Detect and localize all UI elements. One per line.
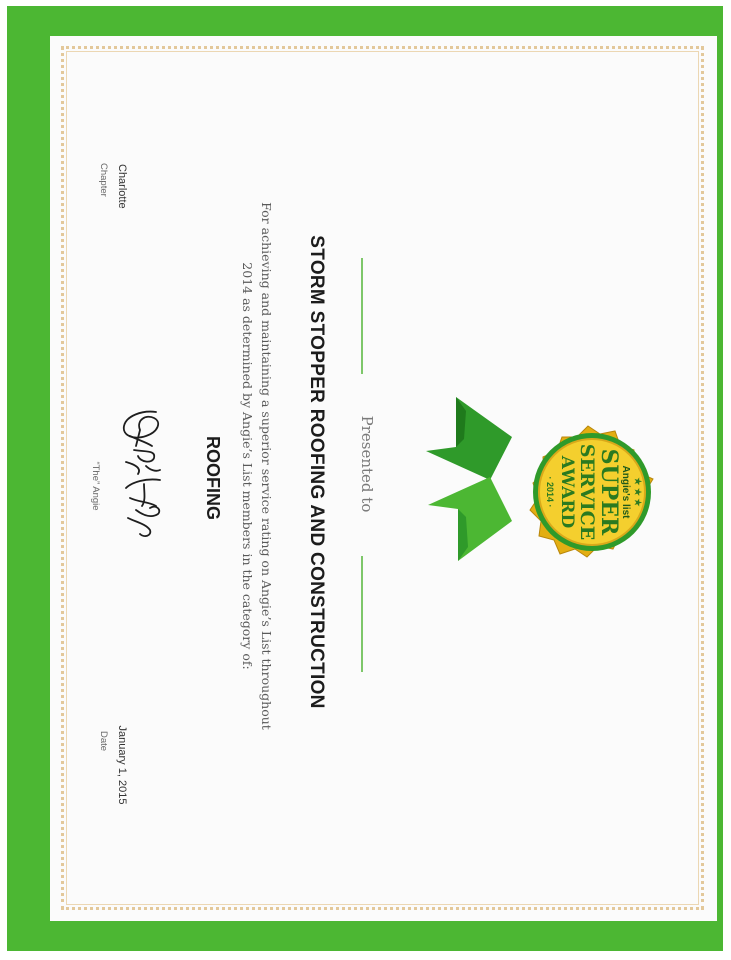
divider-line-bottom — [361, 556, 363, 672]
signer-label: “The” Angie — [90, 461, 101, 511]
badge-brand: Angie's list — [620, 465, 631, 519]
badge-line-award: AWARD — [557, 455, 577, 529]
award-description-line2: 2014 as determined by Angie’s List members in the category of: — [240, 262, 255, 670]
badge-line-service: SERVICE — [576, 443, 598, 541]
ribbon-lower — [428, 477, 512, 561]
ribbon-upper — [426, 397, 512, 480]
presented-label: Presented to — [358, 415, 376, 513]
company-name: STORM STOPPER ROOFING AND CONSTRUCTION — [306, 235, 327, 709]
super-service-award-badge — [420, 385, 660, 570]
award-description-line1: For achieving and maintaining a superior service rating on Angie’s List throughout — [259, 202, 274, 730]
award-description — [236, 176, 276, 756]
badge-stars: ★ ★ ★ — [633, 477, 643, 507]
chapter-name: Charlotte — [116, 164, 128, 209]
badge-line-super: SUPER — [596, 448, 622, 536]
badge-year: · 2014 · — [545, 476, 555, 508]
date-label: Date — [98, 730, 109, 752]
signature-image — [116, 406, 168, 546]
divider-line-top — [361, 258, 363, 374]
date-value: January 1, 2015 — [116, 725, 128, 805]
category-name: ROOFING — [203, 436, 223, 520]
chapter-label: Chapter — [98, 163, 109, 197]
